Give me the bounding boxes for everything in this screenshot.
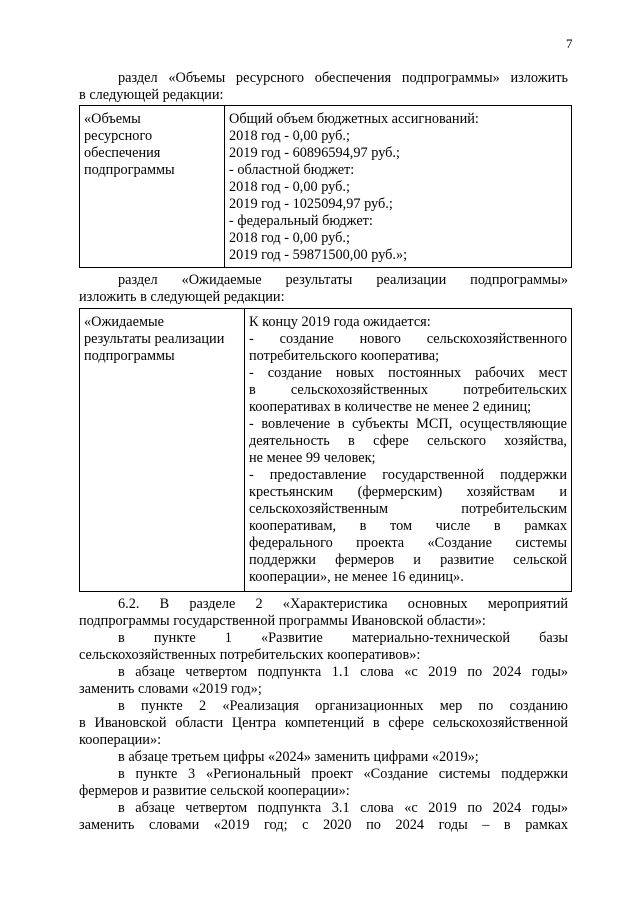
- table-divider: [244, 308, 245, 592]
- paragraph-line: раздел «Объемы ресурсного обеспечения подпрограммы» изложить: [118, 70, 568, 86]
- paragraph-line: в пункте 1 «Развитие материально-технической базы: [118, 630, 568, 646]
- table-cell-right: федерального проекта «Создание системы: [249, 535, 567, 551]
- paragraph-line: в пункте 2 «Реализация организационных мер по созданию: [118, 698, 568, 714]
- paragraph-line: в Ивановской области Центра компетенций в сфере сельскохозяйственной: [79, 715, 568, 731]
- paragraph-line: подпрограммы государственной программы Ивановской области»:: [79, 613, 486, 629]
- paragraph-line: раздел «Ожидаемые результаты реализации подпрограммы»: [118, 272, 568, 288]
- table-divider: [224, 105, 225, 268]
- table-cell-left: подпрограммы: [84, 348, 175, 364]
- table-cell-right: - вовлечение в субъекты МСП, осуществляющие: [249, 416, 567, 432]
- table-cell-right: К концу 2019 года ожидается:: [249, 314, 431, 330]
- paragraph-line: заменить словами «2019 год»;: [79, 681, 262, 697]
- paragraph-line: изложить в следующей редакции:: [79, 289, 285, 305]
- paragraph-line: сельскохозяйственных потребительских кооперативов»:: [79, 647, 421, 663]
- table-cell-right: не менее 99 человек;: [249, 450, 376, 466]
- table-cell-right: в сельскохозяйственных потребительских: [249, 382, 567, 398]
- paragraph-line: кооперации»:: [79, 732, 162, 748]
- table-cell-left: «Объемы: [84, 111, 141, 127]
- paragraph-line: в абзаце третьем цифры «2024» заменить цифрами «2019»;: [118, 749, 479, 765]
- table-cell-right: 2019 год - 1025094,97 руб.;: [229, 196, 393, 212]
- paragraph-line: в абзаце четвертом подпункта 3.1 слова «с 2019 по 2024 годы»: [118, 800, 568, 816]
- table-cell-right: - создание нового сельскохозяйственного: [249, 331, 567, 347]
- table-cell-right: 2018 год - 0,00 руб.;: [229, 230, 350, 246]
- page-number: 7: [566, 36, 573, 51]
- paragraph-line: 6.2. В разделе 2 «Характеристика основных мероприятий: [118, 596, 568, 612]
- paragraph-line: в пункте 3 «Региональный проект «Создание системы поддержки: [118, 766, 568, 782]
- table-cell-right: крестьянским (фермерским) хозяйствам и: [249, 484, 567, 500]
- table-cell-right: - областной бюджет:: [229, 162, 355, 178]
- table-cell-left: «Ожидаемые: [84, 314, 164, 330]
- table-cell-right: кооперации», не менее 16 единиц».: [249, 569, 464, 585]
- table-cell-right: - федеральный бюджет:: [229, 213, 373, 229]
- table-cell-right: - предоставление государственной поддержки: [249, 467, 567, 483]
- table-cell-right: сельскохозяйственным потребительским: [249, 501, 567, 517]
- table-cell-right: кооперативах в количестве не менее 2 единиц;: [249, 399, 532, 415]
- paragraph-line: в следующей редакции:: [79, 87, 224, 103]
- table-cell-right: кооперативам, в том числе в рамках: [249, 518, 567, 534]
- table-cell-right: потребительского кооператива;: [249, 348, 440, 364]
- paragraph-line: заменить словами «2019 год; с 2020 по 2024 годы – в рамках: [79, 817, 568, 833]
- table-cell-right: 2019 год - 60896594,97 руб.;: [229, 145, 400, 161]
- table-cell-left: подпрограммы: [84, 162, 175, 178]
- table-cell-left: обеспечения: [84, 145, 161, 161]
- table-cell-right: поддержки фермеров и развитие сельской: [249, 552, 567, 568]
- table-cell-left: ресурсного: [84, 128, 153, 144]
- paragraph-line: в абзаце четвертом подпункта 1.1 слова «с 2019 по 2024 годы»: [118, 664, 568, 680]
- table-cell-left: результаты реализации: [84, 331, 225, 347]
- table-cell-right: Общий объем бюджетных ассигнований:: [229, 111, 479, 127]
- table-cell-right: 2019 год - 59871500,00 руб.»;: [229, 247, 408, 263]
- table-cell-right: 2018 год - 0,00 руб.;: [229, 128, 350, 144]
- table-cell-right: деятельность в сфере сельского хозяйства,: [249, 433, 567, 449]
- table-cell-right: - создание новых постоянных рабочих мест: [249, 365, 567, 381]
- table-cell-right: 2018 год - 0,00 руб.;: [229, 179, 350, 195]
- paragraph-line: фермеров и развитие сельской кооперации»:: [79, 783, 350, 799]
